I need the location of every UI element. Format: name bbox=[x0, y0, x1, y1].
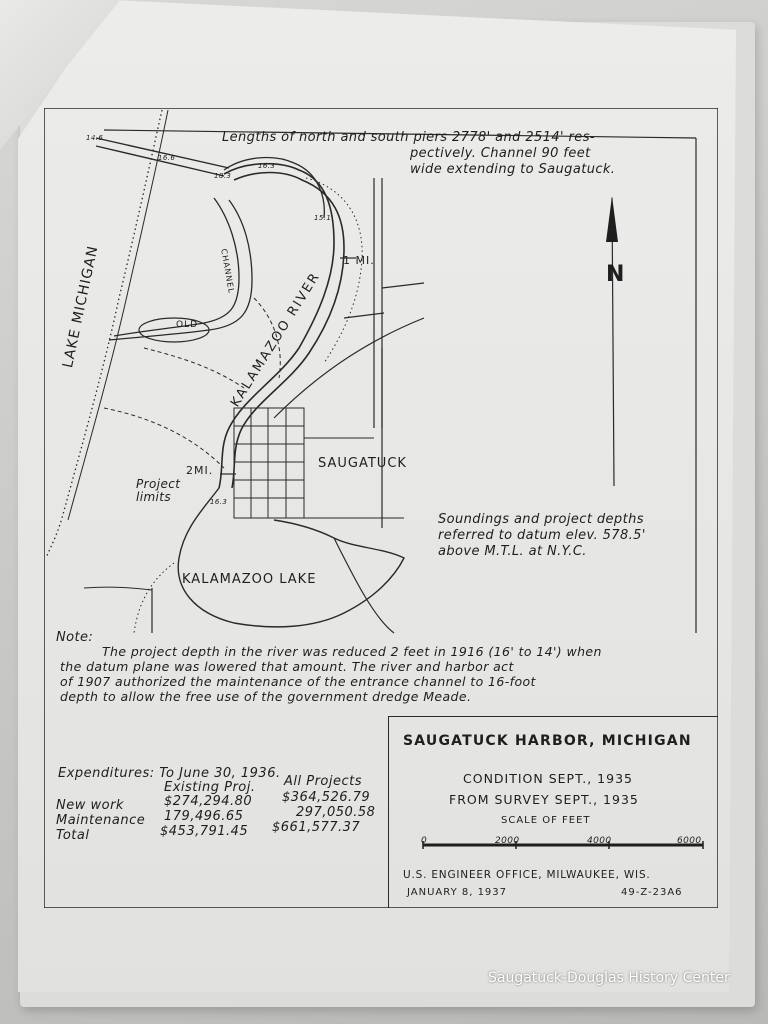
depth-16-3-b: 16.3 bbox=[210, 498, 228, 506]
piers-note-line-1: Lengths of north and south piers 2778' and 2514' res- bbox=[222, 130, 595, 145]
north-arrow-head bbox=[606, 196, 618, 242]
road-dashed-1 bbox=[144, 348, 244, 388]
scale-tick-label-0: 0 bbox=[421, 836, 428, 846]
note-line-3: of 1907 authorized the maintenance of the entrance channel to 16-foot bbox=[60, 674, 536, 689]
title-block-title: SAUGATUCK HARBOR, MICHIGAN bbox=[403, 733, 692, 749]
soundings-note-line-1: Soundings and project depths bbox=[438, 512, 644, 527]
note-line-4: depth to allow the free use of the government dredge Meade. bbox=[60, 689, 472, 704]
note-line-1: The project depth in the river was reduced 2 feet in 1916 (16' to 14') when bbox=[102, 644, 602, 659]
history-center-watermark: Saugatuck-Douglas History Center bbox=[488, 970, 730, 986]
title-block-survey: FROM SURVEY SEPT., 1935 bbox=[449, 792, 639, 807]
piers-note-line-2: pectively. Channel 90 feet bbox=[410, 146, 591, 161]
title-block bbox=[388, 716, 718, 908]
depth-16-6: 16.6 bbox=[158, 154, 176, 162]
depth-16-3-a: 16.3 bbox=[258, 162, 276, 170]
title-block-scale-label: SCALE OF FEET bbox=[501, 815, 591, 826]
kalamazoo-river-label: KALAMAZOO RIVER bbox=[228, 269, 324, 410]
road-west-bottom bbox=[84, 587, 152, 590]
soundings-note-line-2: referred to datum elev. 578.5' bbox=[438, 528, 646, 543]
expenditures-col-all: All Projects bbox=[284, 774, 363, 789]
note-body bbox=[60, 644, 710, 704]
exp-all-new-work: $364,526.79 bbox=[282, 790, 371, 805]
exp-all-total: $661,577.37 bbox=[272, 820, 361, 835]
lake-dotted-west bbox=[134, 563, 174, 633]
scale-tick-label-2000: 2000 bbox=[495, 836, 520, 846]
depth-18-3: 18.3 bbox=[214, 172, 232, 180]
exp-label-new-work: New work bbox=[56, 798, 124, 813]
depth-15-1: 15.1 bbox=[314, 214, 332, 222]
road-dashed-2 bbox=[104, 408, 224, 468]
lake-michigan-label: LAKE MICHIGAN bbox=[60, 244, 102, 370]
title-block-condition: CONDITION SEPT., 1935 bbox=[463, 771, 633, 786]
project-limits-line-2: limits bbox=[136, 490, 172, 504]
exp-label-maintenance: Maintenance bbox=[56, 813, 146, 828]
two-mile-label: 2MI. bbox=[186, 464, 214, 477]
exp-existing-maintenance: 179,496.65 bbox=[164, 809, 244, 824]
saugatuck-town-label: SAUGATUCK bbox=[318, 456, 407, 471]
scale-tick-label-6000: 6000 bbox=[677, 836, 702, 846]
soundings-note bbox=[438, 512, 646, 560]
depth-14-6: 14.6 bbox=[86, 134, 104, 142]
title-block-office: U.S. ENGINEER OFFICE, MILWAUKEE, WIS. bbox=[403, 869, 651, 881]
exp-all-maintenance: 297,050.58 bbox=[296, 805, 376, 820]
note-line-2: the datum plane was lowered that amount. The river and harbor act bbox=[60, 659, 514, 674]
exp-existing-total: $453,791.45 bbox=[160, 824, 249, 839]
exp-label-total: Total bbox=[56, 828, 90, 843]
old-channel-label-b: CHANNEL bbox=[219, 248, 236, 295]
title-block-file-no: 49-Z-23A6 bbox=[621, 887, 683, 898]
title-block-date: JANUARY 8, 1937 bbox=[407, 887, 508, 898]
old-channel-north bbox=[114, 198, 239, 336]
north-arrow-label: N bbox=[606, 262, 626, 287]
project-limits-line-1: Project bbox=[136, 477, 181, 491]
kalamazoo-lake-label: KALAMAZOO LAKE bbox=[182, 572, 317, 587]
project-limits-label bbox=[136, 478, 180, 504]
note-heading: Note: bbox=[56, 630, 94, 645]
piers-note-line-3: wide extending to Saugatuck. bbox=[410, 162, 616, 177]
scale-tick-label-4000: 4000 bbox=[587, 836, 612, 846]
exp-existing-new-work: $274,294.80 bbox=[164, 794, 253, 809]
soundings-note-line-3: above M.T.L. at N.Y.C. bbox=[438, 544, 587, 559]
road-east-1 bbox=[382, 283, 424, 288]
old-channel-label-a: OLD bbox=[176, 320, 199, 330]
expenditures-heading: Expenditures: To June 30, 1936. bbox=[58, 766, 281, 781]
one-mile-label: 1 MI. bbox=[343, 254, 375, 267]
piers-note bbox=[222, 130, 615, 178]
scale-bar bbox=[419, 831, 709, 851]
road-east-2 bbox=[344, 313, 384, 318]
expenditures-col-existing: Existing Proj. bbox=[164, 780, 256, 795]
